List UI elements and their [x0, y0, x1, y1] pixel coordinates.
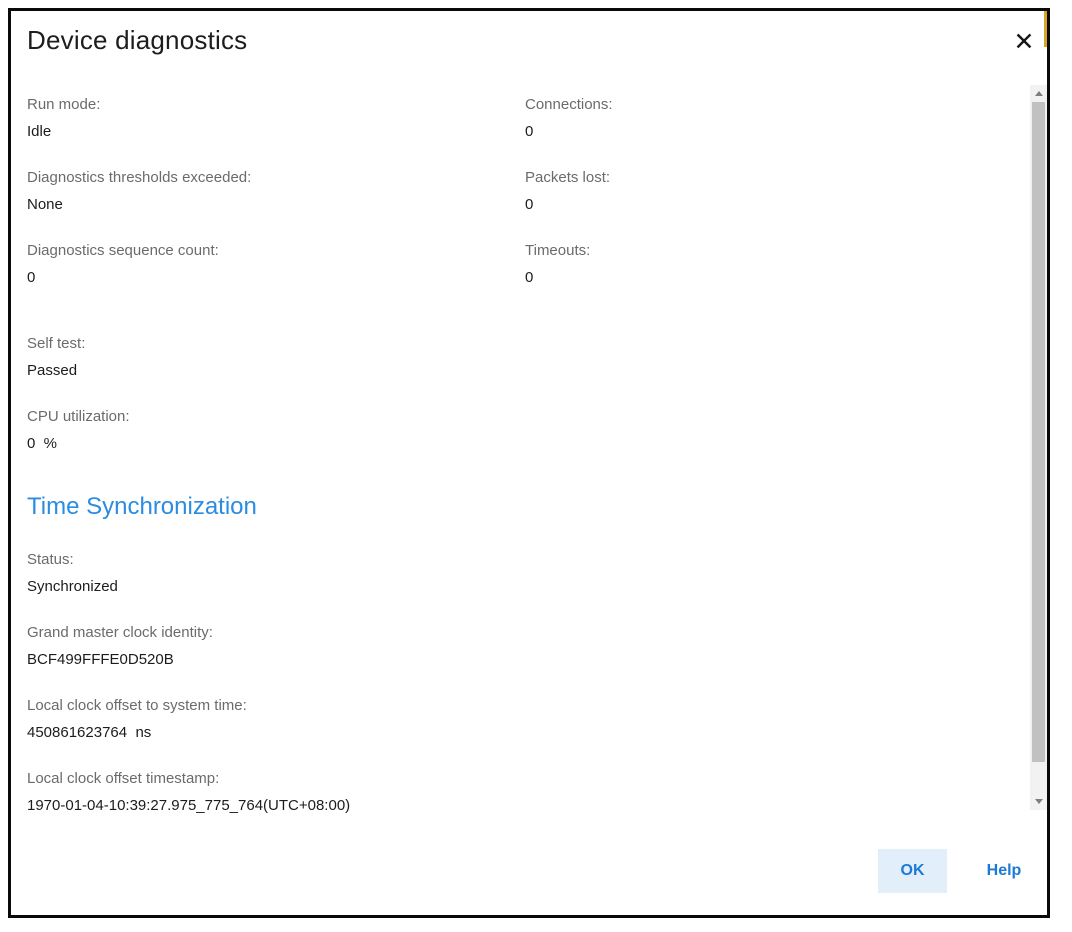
time-synchronization-heading: Time Synchronization: [27, 493, 257, 520]
field-label: Connections:: [525, 96, 613, 113]
field-value: 0: [525, 196, 534, 213]
dialog-title: Device diagnostics: [27, 25, 248, 55]
field-value: 0: [525, 269, 534, 286]
field-value: Idle: [27, 123, 52, 140]
field-grand-master-clock-identity: [27, 623, 507, 670]
field-value: 0 %: [27, 435, 58, 452]
field-value: Synchronized: [27, 578, 118, 595]
field-run-mode: [27, 95, 507, 142]
scroll-up-icon: [1035, 91, 1043, 96]
field-label: Diagnostics sequence count:: [27, 242, 219, 259]
field-timeouts: [525, 241, 945, 288]
scroll-down-button[interactable]: [1030, 793, 1047, 810]
field-label: Grand master clock identity:: [27, 624, 213, 641]
field-value: None: [27, 196, 63, 213]
close-icon[interactable]: ✕: [1007, 25, 1041, 59]
field-value: 450861623764 ns: [27, 724, 152, 741]
field-value: BCF499FFFE0D520B: [27, 651, 174, 668]
field-connections: [525, 95, 945, 142]
field-value: 1970-01-04-10:39:27.975_775_764(UTC+08:00): [27, 797, 351, 814]
field-label: Local clock offset timestamp:: [27, 770, 220, 787]
device-diagnostics-dialog: [8, 8, 1050, 918]
field-label: Packets lost:: [525, 169, 611, 186]
field-value: 0: [525, 123, 534, 140]
ok-button[interactable]: OK: [878, 849, 947, 893]
field-packets-lost: [525, 168, 945, 215]
field-cpu-utilization: [27, 407, 507, 454]
field-label: CPU utilization:: [27, 408, 130, 425]
scrollbar-thumb[interactable]: [1032, 102, 1045, 762]
scroll-down-icon: [1035, 799, 1043, 804]
field-diagnostics-sequence-count: [27, 241, 507, 288]
field-self-test: [27, 334, 507, 381]
field-label: Self test:: [27, 335, 86, 352]
field-label: Diagnostics thresholds exceeded:: [27, 169, 252, 186]
help-button[interactable]: Help: [974, 849, 1034, 893]
field-value: Passed: [27, 362, 78, 379]
field-label: Local clock offset to system time:: [27, 697, 247, 714]
field-label: Run mode:: [27, 96, 101, 113]
field-local-clock-offset-timestamp: [27, 769, 507, 816]
field-label: Status:: [27, 551, 74, 568]
left-column: [27, 95, 507, 842]
field-value: 0: [27, 269, 36, 286]
top-right-accent-strip: [1044, 11, 1047, 47]
vertical-scrollbar[interactable]: [1030, 85, 1047, 810]
right-column: [525, 95, 945, 314]
field-label: Timeouts:: [525, 242, 591, 259]
field-local-clock-offset-to-system-time: [27, 696, 507, 743]
field-diagnostics-thresholds-exceeded: [27, 168, 507, 215]
field-sync-status: [27, 550, 507, 597]
scroll-up-button[interactable]: [1030, 85, 1047, 102]
